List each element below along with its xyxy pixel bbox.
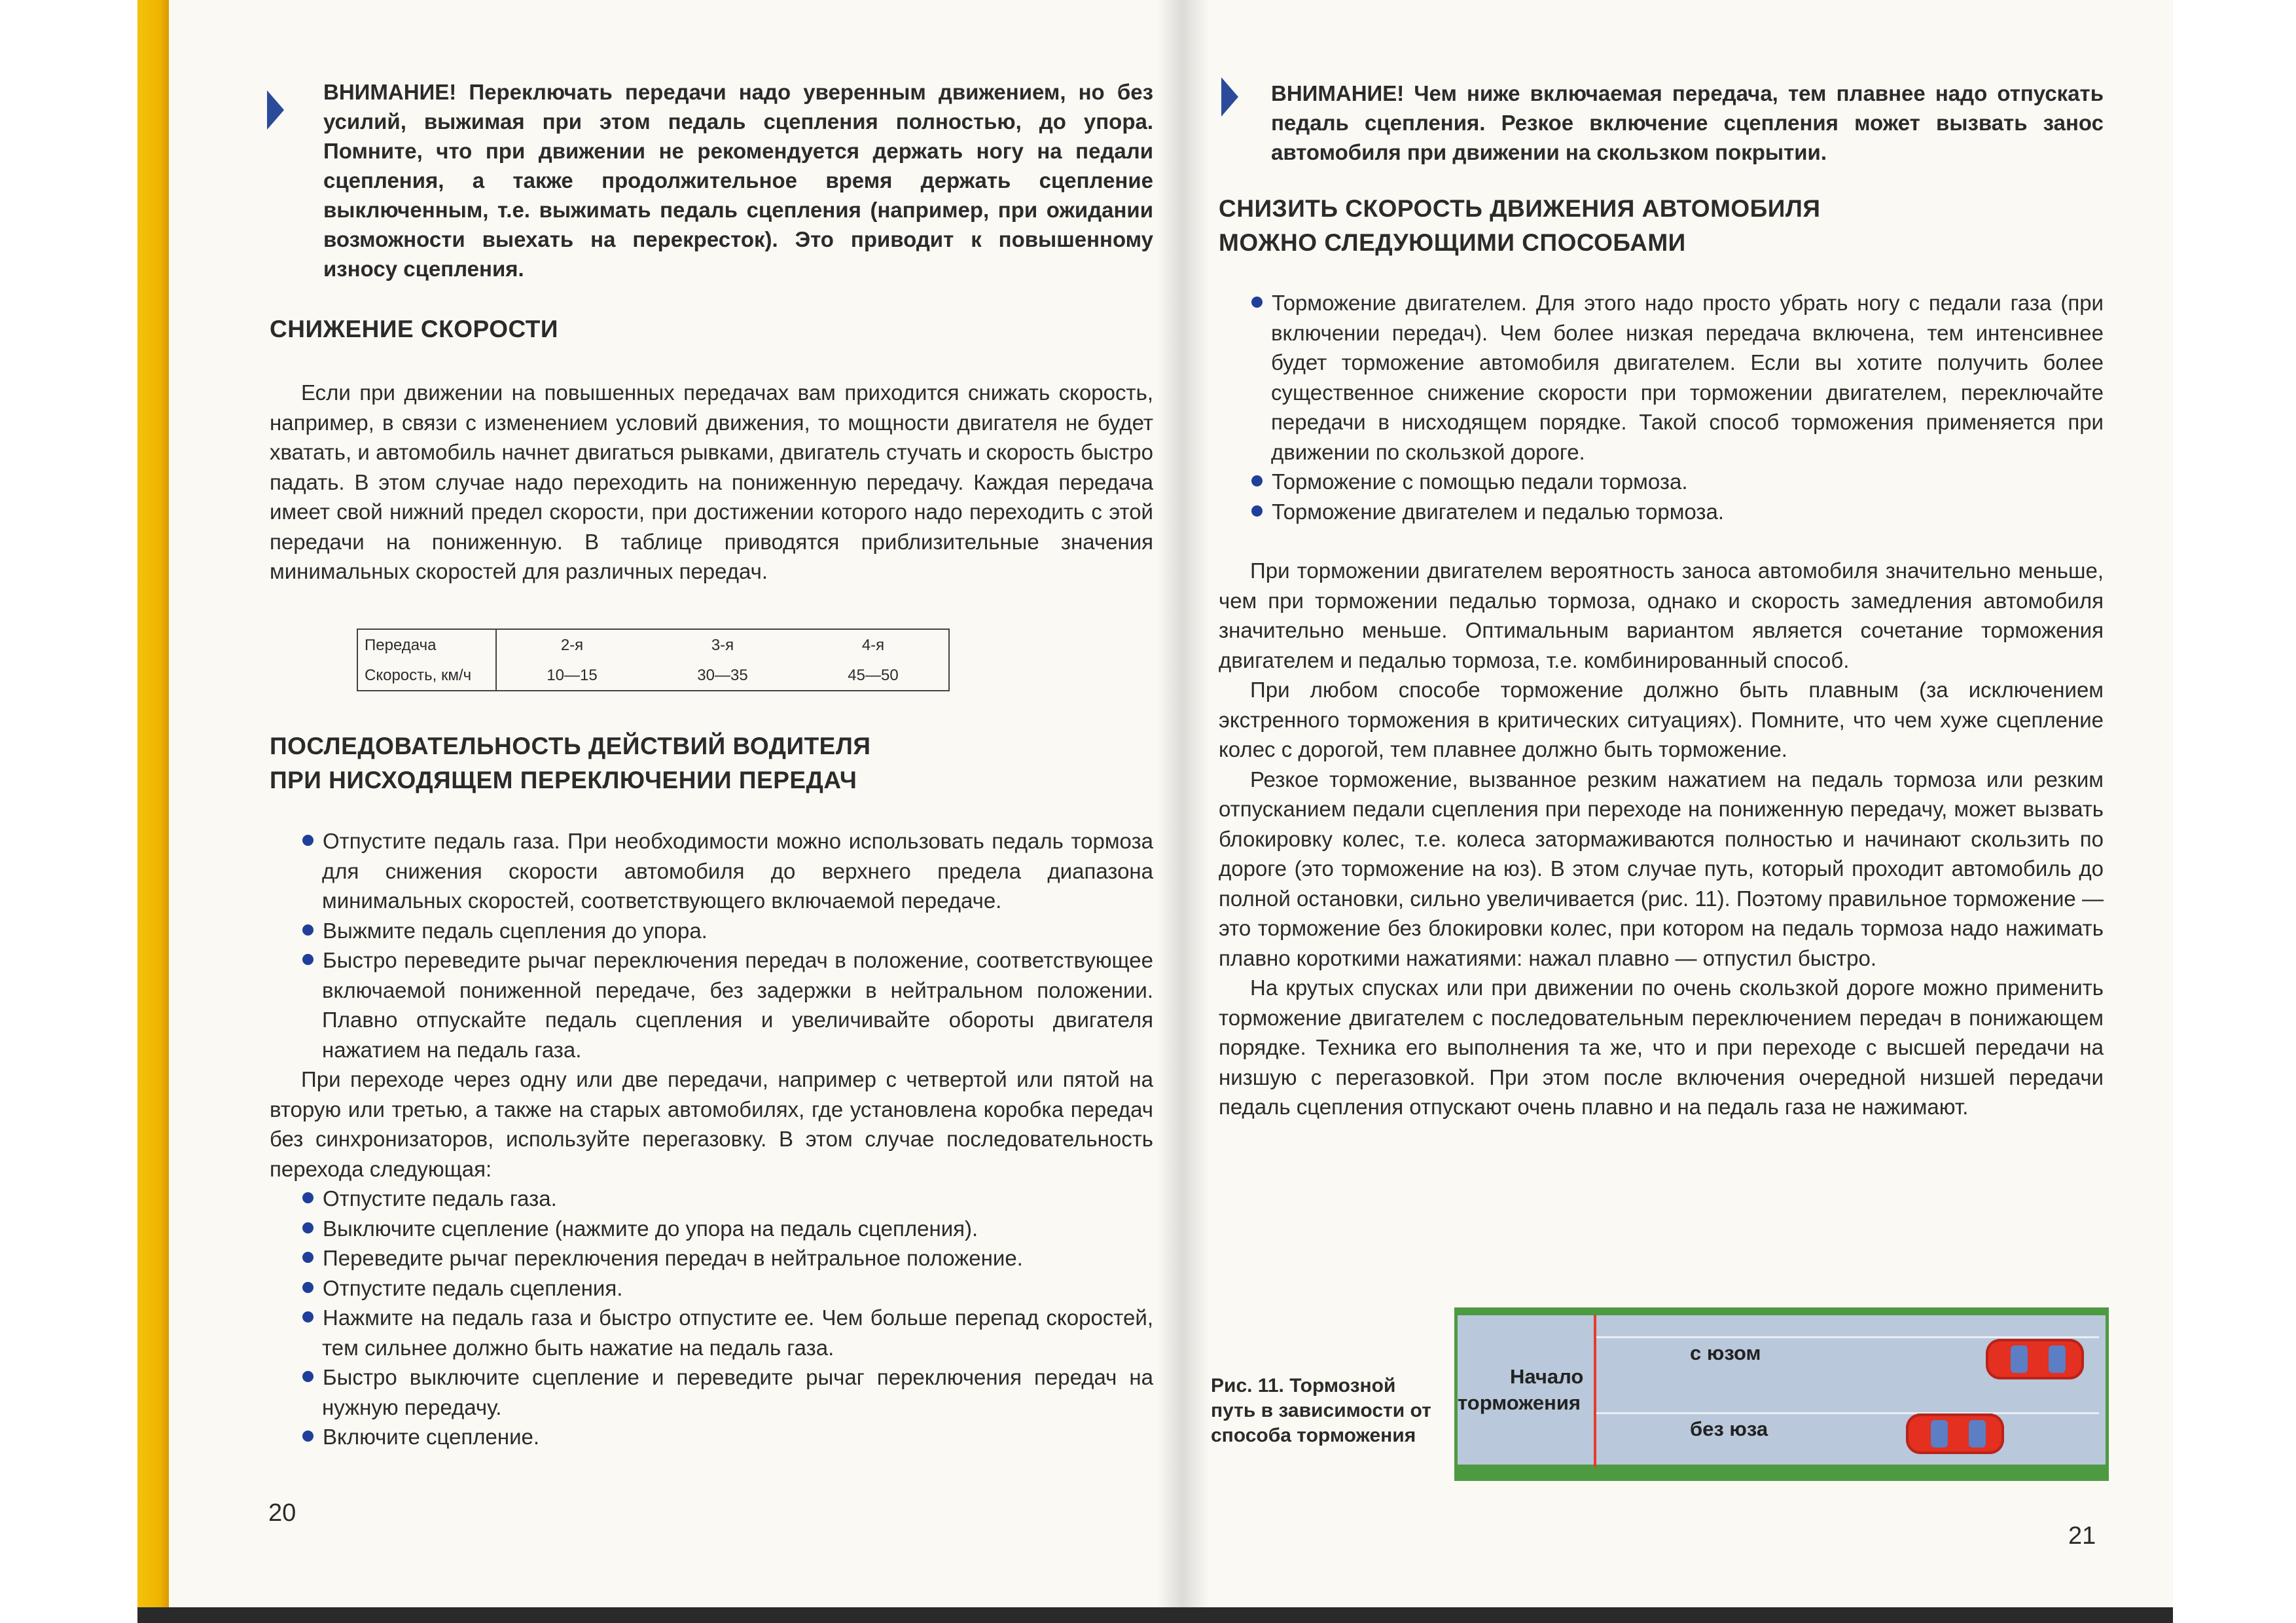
list-item-text: Торможение двигателем. Для этого надо просто убрать ногу с педали газа (при включении передач). Чем более низкая передача включена, тем интенсивнее будет торможение автомобиля двигателем. Если вы хотите получить более существенное снижение скорости при торможении двигателем, переключайте передачи в нисходящем порядке. Такой способ торможения применяется при движении по скользкой дороге. bbox=[1271, 291, 2104, 464]
list-item bbox=[270, 1214, 1153, 1244]
list-item bbox=[270, 1184, 1153, 1214]
car-no-skid-icon bbox=[1906, 1413, 2004, 1454]
warning-arrow-icon bbox=[1221, 77, 1238, 117]
book-edge-yellow bbox=[137, 0, 169, 1623]
bullet-icon bbox=[1251, 297, 1263, 308]
bullet-icon bbox=[1251, 505, 1263, 517]
lane-divider bbox=[1595, 1336, 2099, 1338]
list-item bbox=[270, 1303, 1153, 1362]
gear-speed-table bbox=[357, 629, 950, 691]
bullet-icon bbox=[302, 1282, 314, 1293]
table-cell: 10—15 bbox=[547, 666, 598, 684]
list-item-text: Быстро выключите сцепление и переведите рычаг переключения передач на нужную передачу. bbox=[322, 1365, 1153, 1419]
list-item bbox=[1219, 288, 2104, 467]
bullet-icon bbox=[302, 1371, 314, 1382]
lane-label-no-skid: без юза bbox=[1690, 1417, 1768, 1440]
table-header-cell: Передача bbox=[357, 629, 496, 660]
bullet-icon bbox=[302, 1222, 314, 1233]
book-gutter bbox=[1157, 0, 1210, 1607]
table-cell: 30—35 bbox=[697, 666, 748, 684]
bullet-icon bbox=[302, 954, 314, 965]
right-warning-text: ВНИМАНИЕ! Чем ниже включаемая передача, тем плавнее надо отпускать педаль сцепления. Резкое включение сцепления может вызвать занос автомобиля при движении на скользком покрытии. bbox=[1271, 81, 2104, 164]
figure-caption: Рис. 11. Тормозной путь в зависимости от способа торможения bbox=[1211, 1375, 1431, 1446]
warning-arrow-icon bbox=[267, 90, 284, 130]
right-main-text bbox=[1219, 288, 2104, 1122]
list-item-text: Торможение с помощью педали тормоза. bbox=[1272, 469, 1688, 494]
right-paragraph-1: При торможении двигателем вероятность заноса автомобиля значительно меньше, чем при торможении педалью тормоза, однако и скорость замедления автомобиля значительно меньше. Оптимальным вариантом является сочетание торможения двигателем и педалью тормоза, т.е. комбинированный способ. bbox=[1219, 558, 2104, 672]
start-label-line2: торможения bbox=[1458, 1391, 1581, 1414]
book-bottom-edge bbox=[137, 1607, 2173, 1623]
bullet-icon bbox=[302, 1252, 314, 1263]
list-item-text: Переведите рычаг переключения передач в нейтральное положение. bbox=[323, 1246, 1023, 1270]
page-number-right: 21 bbox=[2068, 1522, 2096, 1550]
section-title-downshift-line1: ПОСЛЕДОВАТЕЛЬНОСТЬ ДЕЙСТВИЙ ВОДИТЕЛЯ bbox=[270, 733, 871, 759]
list-item-text: Быстро переведите рычаг переключения передач в положение, соответствующее включаемой пониженной передаче, без задержки в нейтральном положении. Плавно отпускайте педаль сцепления и увеличивайте обороты двигателя нажатием на педаль газа. bbox=[322, 948, 1153, 1062]
table-row bbox=[357, 660, 949, 691]
list-item bbox=[270, 1273, 1153, 1304]
double-shift-steps-list bbox=[270, 1184, 1153, 1452]
list-item bbox=[1219, 497, 2104, 527]
list-item-text: Отпустите педаль газа. При необходимости можно использовать педаль тормоза для снижения скорости автомобиля до верхнего предела диапазона минимальных скоростей, соответствующего включаемой передаче. bbox=[322, 829, 1153, 913]
lane-divider bbox=[1595, 1412, 2099, 1414]
list-item-text: Выжмите педаль сцепления до упора. bbox=[323, 918, 708, 943]
section-title-speed-reduction: СНИЖЕНИЕ СКОРОСТИ bbox=[270, 316, 558, 342]
list-item bbox=[270, 945, 1153, 1065]
downshift-steps-list bbox=[270, 826, 1153, 1065]
bullet-icon bbox=[302, 924, 314, 936]
car-window bbox=[1931, 1420, 1948, 1448]
list-item bbox=[270, 826, 1153, 916]
list-item bbox=[270, 1422, 1153, 1452]
list-item bbox=[270, 916, 1153, 946]
page-number-left: 20 bbox=[268, 1499, 296, 1527]
braking-distance-figure bbox=[1454, 1307, 2109, 1481]
right-paragraph-3: Резкое торможение, вызванное резким нажатием на педаль тормоза или резким отпусканием педали сцепления при переходе на пониженную передачу, может вызвать блокировку колес, т.е. колеса затормаживаются полностью и начинают скользить по дороге (это торможение на юз). В этом случае путь, который проходит автомобиль до полной остановки, сильно увеличивается (рис. 11). Поэтому правильное торможение — это торможение без блокировки колес, при котором на педаль тормоза надо нажимать плавно короткими нажатиями: нажал плавно — отпустил быстро. bbox=[1219, 767, 2104, 970]
right-paragraph-4: На крутых спусках или при движении по очень скользкой дороге можно применить торможение двигателем с последовательным переключением передач в понижающем порядке. Техника его выполнения та же, что и при переходе с высшей передачи на низшую с перегазовкой. При этом после включения очередной низшей передачи педаль сцепления отпускают очень плавно и на педаль газа не нажимают. bbox=[1219, 976, 2104, 1119]
car-window bbox=[2011, 1345, 2028, 1373]
car-window bbox=[2049, 1345, 2066, 1373]
right-paragraph-2: При любом способе торможение должно быть плавным (за исключением экстренного торможения в критических ситуациях). Помните, что чем хуже сцепление колес с дорогой, тем плавнее должно быть торможение. bbox=[1219, 678, 2104, 761]
list-item-text: Отпустите педаль газа. bbox=[323, 1186, 557, 1211]
start-label-line1: Начало bbox=[1510, 1365, 1584, 1388]
list-item bbox=[270, 1362, 1153, 1422]
list-item-text: Нажмите на педаль газа и быстро отпустите ее. Чем больше перепад скоростей, тем сильнее должно быть нажатие на педаль газа. bbox=[322, 1305, 1153, 1360]
braking-start-line bbox=[1594, 1315, 1596, 1467]
section-title-downshift-line2: ПРИ НИСХОДЯЩЕМ ПЕРЕКЛЮЧЕНИИ ПЕРЕДАЧ bbox=[270, 767, 857, 793]
table-cell: 3-я bbox=[711, 636, 734, 654]
braking-methods-list bbox=[1219, 288, 2104, 526]
list-item-text: Включите сцепление. bbox=[323, 1425, 540, 1449]
left-warning-text: ВНИМАНИЕ! Переключать передачи надо уверенным движением, но без усилий, выжимая при этом педаль сцепления полностью, до упора. Помните, что при движении не рекомендуется держать ногу на педали сцепления, а также продолжительное время держать сцепление выключенным, т.е. выжимать педаль сцепления (например, при ожидании возможности выехать на перекресток). Это приводит к повышенному износу сцепления. bbox=[323, 80, 1153, 281]
list-item-text: Торможение двигателем и педалью тормоза. bbox=[1272, 499, 1725, 524]
left-lower-text bbox=[270, 826, 1153, 1452]
left-paragraph-speed: Если при движении на повышенных передачах вам приходится снижать скорость, например, в связи с изменением условий движения, то мощности двигателя не будет хватать, и автомобиль начнет двигаться рывками, двигатель стучать и скорость быстро падать. В этом случае надо переходить на пониженную передачу. Каждая передача имеет свой нижний предел скорости, при достижении которого надо переходить с этой передачи на пониженную. В таблице приводятся приблизительные значения минимальных скоростей для различных передач. bbox=[270, 380, 1153, 583]
section-title-methods-line1: СНИЗИТЬ СКОРОСТЬ ДВИЖЕНИЯ АВТОМОБИЛЯ bbox=[1219, 195, 1821, 222]
lane-label-skid: с юзом bbox=[1690, 1341, 1761, 1364]
car-window bbox=[1969, 1420, 1986, 1448]
table-row bbox=[357, 629, 949, 660]
table-header-cell: Скорость, км/ч bbox=[357, 660, 496, 691]
bullet-icon bbox=[302, 1311, 314, 1322]
list-item bbox=[270, 1243, 1153, 1273]
car-skid-icon bbox=[1986, 1339, 2084, 1379]
list-item-text: Выключите сцепление (нажмите до упора на педаль сцепления). bbox=[323, 1216, 978, 1241]
table-cell: 4-я bbox=[861, 636, 885, 654]
list-item-text: Отпустите педаль сцепления. bbox=[323, 1275, 623, 1300]
bullet-icon bbox=[302, 1192, 314, 1203]
table-cell: 2-я bbox=[560, 636, 584, 654]
section-title-methods-line2: МОЖНО СЛЕДУЮЩИМИ СПОСОБАМИ bbox=[1219, 229, 1686, 256]
list-item bbox=[1219, 467, 2104, 497]
bullet-icon bbox=[302, 1431, 314, 1442]
table-cell: 45—50 bbox=[848, 666, 899, 684]
bullet-icon bbox=[1251, 475, 1263, 486]
bullet-icon bbox=[302, 835, 314, 846]
double-shift-paragraph: При переходе через одну или две передачи, например с четвертой или пятой на вторую или третью, а также на старых автомобилях, где установлена коробка передач без синхронизаторов, используйте перегазовку. В этом случае последовательность перехода следующая: bbox=[270, 1067, 1153, 1181]
